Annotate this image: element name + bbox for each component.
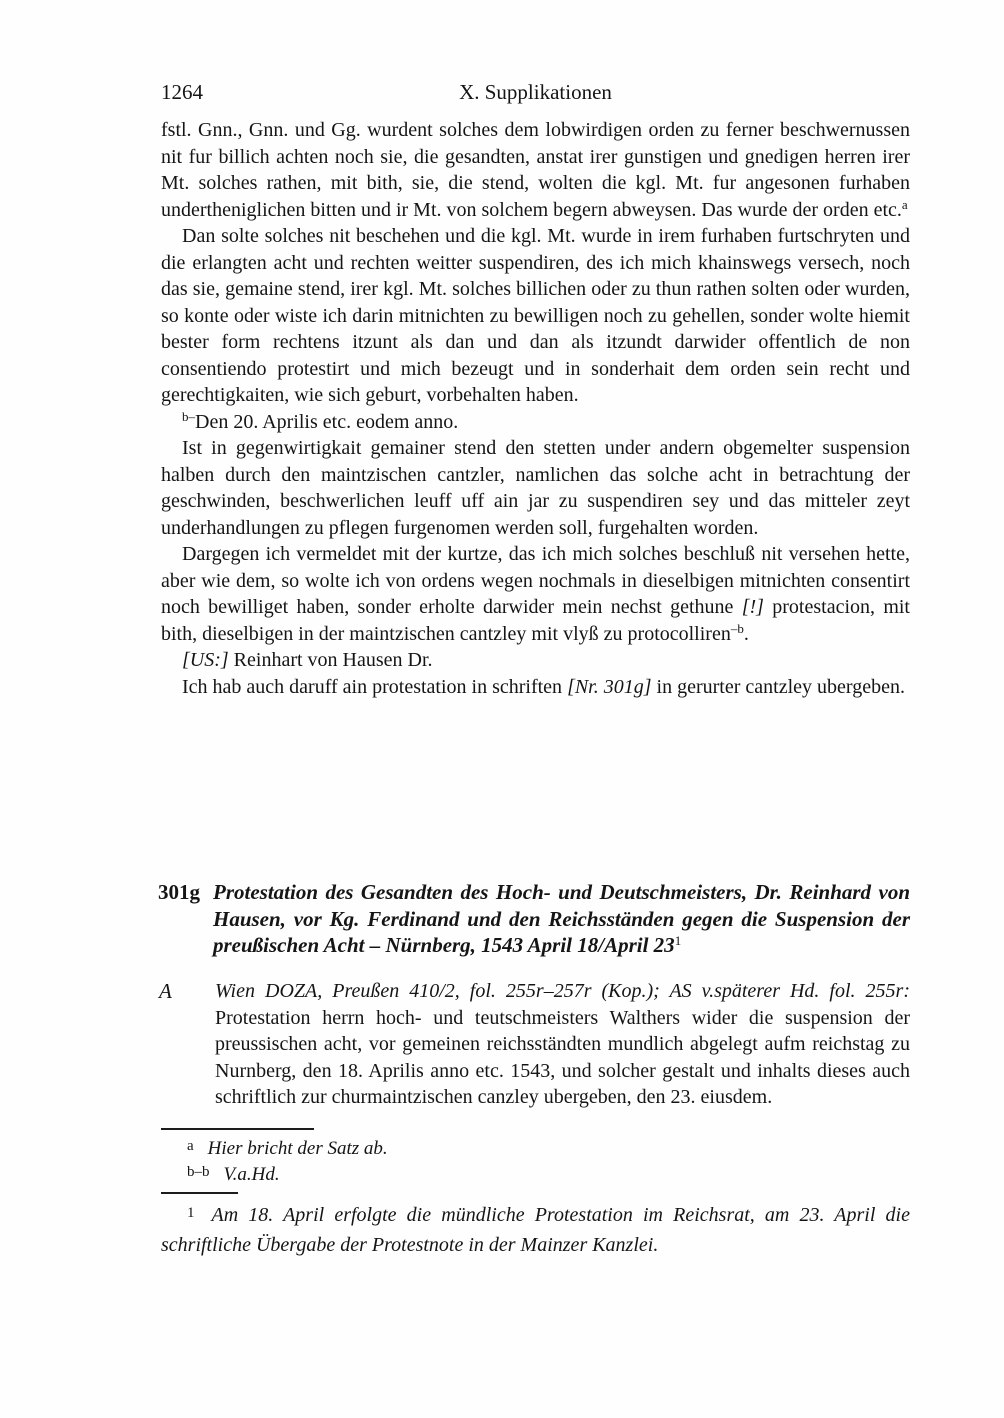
footnote-marker: 1 [187,1205,195,1221]
archival-source-note [161,978,910,1111]
entry-title [213,879,910,959]
apparatus-ref-b-start: b– [182,408,195,424]
entry-heading-301g [158,879,910,959]
document-transcription [161,117,910,700]
editorial-cross-reference: [Nr. 301g] [567,675,652,698]
running-title: X. Supplikationen [459,80,612,104]
apparatus-rule [161,1128,314,1130]
paragraph-text: Dan solte solches nit beschehen und die kgl. Mt. wurde in irem furhaben furtschryten und die erlangten acht und rechten weitter suspendiren, des ich mich khainswegs versech, noch das sie, gemaine stend, irer kgl. Mt. solches billichen oder zu thun rathen solten oder wurden, so konte oder wiste ich darin mitnichten zu bewilligen noch zu gehellen, sonder wolte hiemit bester form rechtens itzunt als dan und dan als itzundt darwider offentlich de non consentiendo protestirt und mich bezeugt und in sonderhait dem orden sein recht und gerechtigkaiten, wie sich geburt, vorbehalten haben. [161,225,910,406]
commentary-footnotes [161,1192,910,1259]
source-text [215,978,910,1111]
footnote-text: Am 18. April erfolgte die mündliche Protestation im Reichsrat, am 23. April die schriftliche Übergabe der Protestnote in der Mainzer Kanzlei. [161,1204,910,1256]
paragraph-text: Ist in gegenwirtigkait gemainer stend den stetten under andern obgemelter suspension halben durch den maintzischen cantzler, namlichen das solche acht in betrachtung der geschwinden, beschwerlichen leuff uff ain jar zu suspendiren sey und das mitteler zeyt underhandlungen zu pflegen furgenomen werden soll, furgehalten worden. [161,437,910,539]
footnote-text: V.a.Hd. [223,1163,280,1185]
paragraph-3 [161,409,910,436]
paragraph-text: . [743,622,749,645]
editorial-us-label: [US:] [182,649,229,671]
commentary-rule [161,1192,238,1194]
paragraph-text: in gerurter cantzley ubergeben. [651,675,905,698]
editorial-sic: [!] [741,596,764,618]
paragraph-5 [161,541,910,647]
paragraph-6 [161,647,910,674]
source-siglum: A [159,979,172,1003]
paragraph-text: Den 20. Aprilis etc. eodem anno. [195,410,459,433]
paragraph-text: protestacion, mit bith, dieselbigen in der maintzischen cantzley mit vlyß zu protocolliren [161,596,910,645]
paragraph-text: Dargegen ich vermeldet mit der kurtze, das ich mich solches beschluß nit versehen hette, aber wie dem, so wolte ich von ordens wegen nochmals in dieselbigen mitnichten consentirt noch bewilliget haben, sonder erholte darwider mein nechst gethune [161,543,910,618]
entry-title-text: Protestation des Gesandten des Hoch- und Deutschmeisters, Dr. Reinhard von Hausen, vor Kg. Ferdinand und den Reichsständen gegen die Suspension der preußischen Acht – Nürnberg, 1543 April 18/April 23 [213,880,910,957]
commentary-note-1 [161,1202,910,1259]
paragraph-text: Ich hab auch daruff ain protestation in schriften [182,675,568,698]
paragraph-7 [161,674,910,701]
source-description: Protestation herrn hoch- und teutschmeisters Walthers wider die suspension der preussischen acht, vor gemeinen reichsständten mundlich abgelegt aufm reichstag zu Nurnberg, den 18. Aprilis anno etc. 1543, und solcher gestalt und inhalts dieses auch schriftlich zur churmaintzischen canzley ubergeben, den 23. eiusdem. [215,1006,910,1108]
apparatus-footnotes [161,1128,910,1188]
footnote-marker: a [187,1138,194,1154]
apparatus-note-b [161,1163,910,1189]
running-head [161,80,910,104]
apparatus-ref-a: a [901,196,908,212]
apparatus-ref-b-end: –b [730,620,744,636]
footnote-text: Hier bricht der Satz ab. [207,1138,388,1159]
commentary-ref-1: 1 [674,933,682,948]
paragraph-2 [161,223,910,409]
apparatus-note-a [161,1137,910,1163]
paragraph-text: Reinhart von Hausen Dr. [228,649,433,671]
paragraph-4 [161,435,910,541]
page-number: 1264 [161,80,203,104]
archive-reference: Wien DOZA, Preußen 410/2, fol. 255r–257r (Kop.); AS v.späterer Hd. fol. 255r: [215,980,910,1002]
footnote-marker: b–b [187,1163,210,1180]
paragraph-text: fstl. Gnn., Gnn. und Gg. wurdent solches dem lobwirdigen orden zu ferner beschwernussen nit fur billich achten noch sie, die gesandten, anstat irer gunstigen und gnedigen herren irer Mt. solches rathen, mit bith, sie, die stend, wolten die kgl. Mt. fur angesonen furhaben undertheniglichen bitten und ir Mt. von solchem begern abweysen. Das wurde der orden etc. [161,119,910,221]
paragraph-1 [161,117,910,223]
entry-number: 301g [158,880,200,904]
